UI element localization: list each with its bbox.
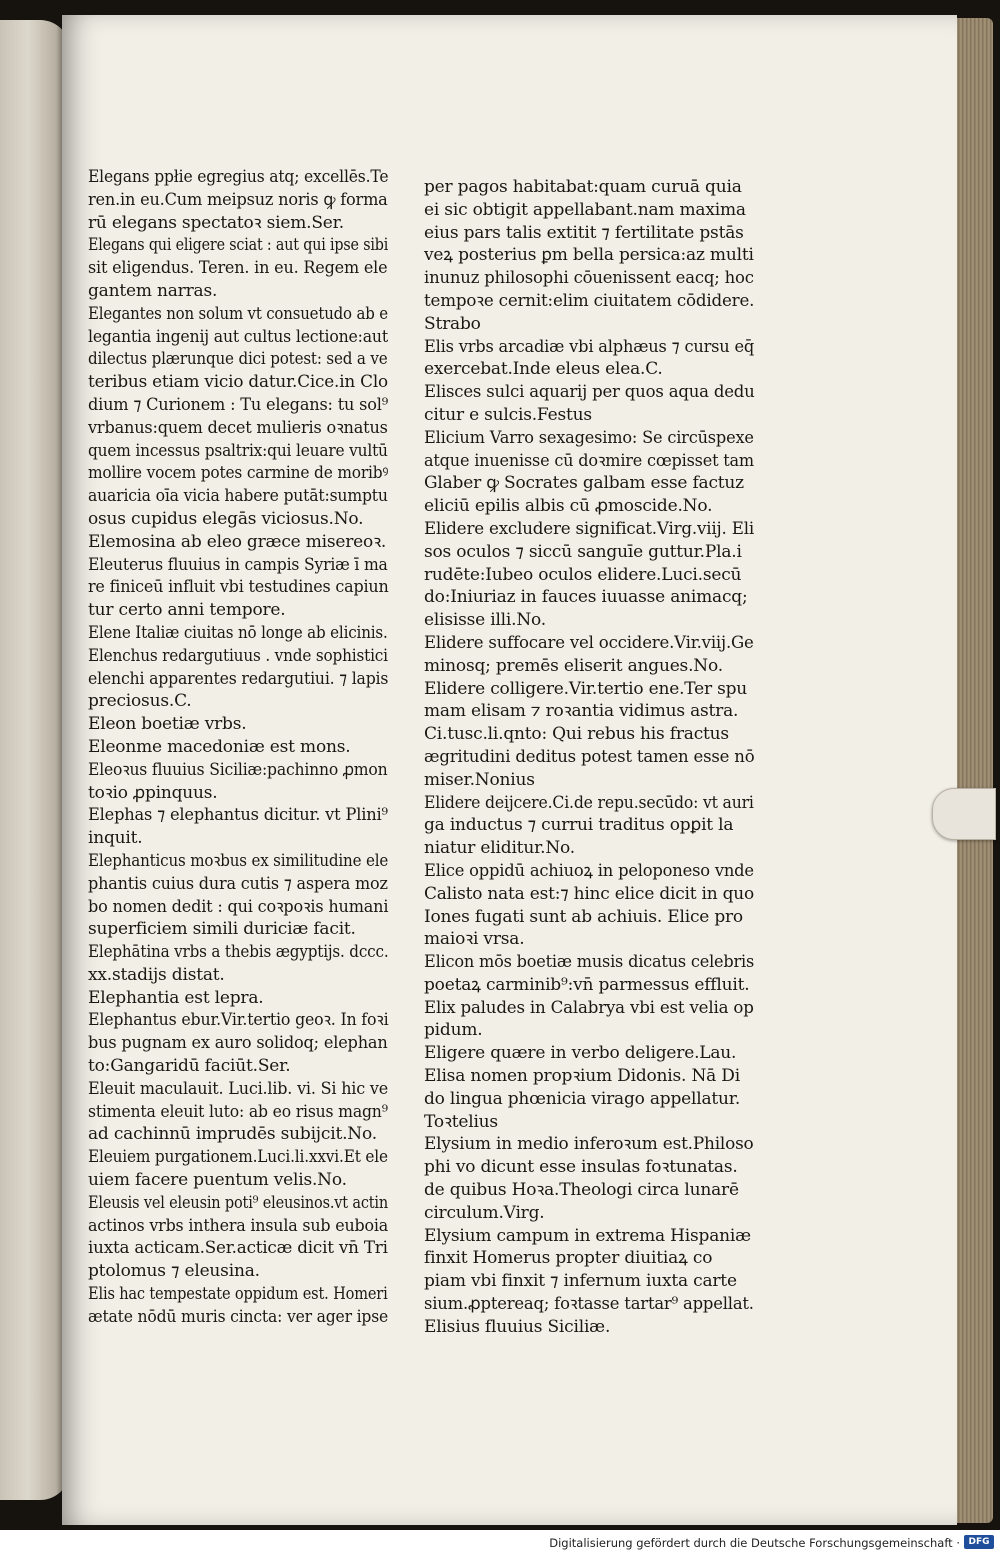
text-line: per pagos habitabat:quam curuā quia [424, 177, 742, 197]
text-line: Elisces sulci aquarij per quos aqua dedu [424, 382, 755, 403]
text-line: elisisse illi.No. [424, 610, 546, 631]
text-line: citur e sulcis.Festus [424, 404, 592, 425]
text-line: preciosus.C. [88, 691, 192, 712]
text-line: Elidere excludere significat.Virg.viij. Eli [424, 518, 754, 539]
text-line: Elidere deijcere.Ci.de repu.secūdo: vt auri [424, 792, 754, 813]
text-line: Eleon boetiæ vrbs. [88, 714, 247, 735]
text-line: phi vo dicunt esse insulas foꝛtunatas. [424, 1157, 738, 1178]
text-line: tur certo anni tempore. [88, 600, 286, 621]
text-line: bo nomen dedit : qui coꝛpoꝛis humani [88, 896, 389, 917]
text-line: dilectus plærunque dici potest: sed a ve [88, 349, 388, 370]
text-line: dium ⁊ Curionem : Tu elegans: tu sol⁹ [88, 394, 389, 415]
page-tab-marker [932, 788, 996, 840]
text-line: do:Iniuriaz in fauces iuuasse animacq; [424, 587, 748, 608]
text-line: maioꝛi vrsa. [424, 929, 525, 950]
text-line: poetaꝝ carminib⁹:vn̄ parmessus effluit. [424, 974, 750, 995]
text-line: niatur eliditur.No. [424, 838, 575, 859]
text-line: auaricia oīa vicia habere putāt:sumptu [88, 486, 388, 507]
text-line: sium.ꝓptereaq; foꝛtasse tartar⁹ appellat. [424, 1294, 754, 1315]
text-line: uiem facere puentum velis.No. [88, 1170, 347, 1191]
text-line: superficiem simili duriciæ facit. [88, 919, 356, 940]
text-line: finxit Homerus propter diuitiaꝝ co [424, 1248, 713, 1269]
text-line: stimenta eleuit luto: ab eo risus magn⁹ [88, 1101, 388, 1122]
text-line: phantis cuius dura cutis ⁊ aspera moz [88, 873, 388, 894]
text-line: elenchi apparentes redargutiui. ⁊ lapis [88, 668, 389, 689]
text-line: Elephanticus moꝛbus ex similitudine ele [88, 850, 389, 871]
text-line: eius pars talis extitit ⁊ fertilitate pstās [424, 222, 744, 243]
text-line: legantia ingenij aut cultus lectione:aut [88, 326, 388, 347]
text-line: Glaber ꝙ Socrates galbam esse factuz [424, 473, 744, 494]
text-line: bus pugnam ex auro solidoq; elephan [88, 1033, 388, 1054]
facing-page-curl [0, 20, 70, 1500]
text-line: Elice oppidū achiuoꝝ in peloponeso vnde [424, 860, 754, 881]
text-line: toꝛio ꝓpinquus. [88, 782, 218, 803]
dfg-logo: DFG [964, 1535, 994, 1549]
text-line: Eleusis vel eleusin poti⁹ eleusinos.vt actin [88, 1192, 389, 1213]
text-line: Eleuiem purgationem.Luci.li.xxvi.Et ele [88, 1147, 388, 1168]
text-line: tempoꝛe cernit:elim ciuitatem cōdidere. [424, 290, 755, 311]
text-line: pidum. [424, 1020, 483, 1041]
text-line: Toꝛtelius [424, 1111, 498, 1132]
text-line: Iones fugati sunt ab achiuis. Elice pro [424, 906, 743, 927]
text-line: Elephantus ebur.Vir.tertio geoꝛ. In foꝛi [88, 1010, 389, 1031]
text-line: ætate nōdū muris cincta: ver ager ipse [88, 1306, 389, 1327]
text-line: Elephātina vrbs a thebis ægyptijs. dccc. [88, 942, 389, 963]
text-line: exercebat.Inde eleus elea.C. [424, 359, 663, 380]
text-line: Elidere colligere.Vir.tertio ene.Ter spu [424, 678, 748, 699]
text-line: Elicium Varro sexagesimo: Se circūspexe [424, 427, 754, 448]
text-line: Elysium campum in extrema Hispaniæ [424, 1225, 751, 1246]
text-line: teribus etiam vicio datur.Cice.in Clo [88, 372, 388, 393]
text-line: Elisius fluuius Siciliæ. [424, 1316, 611, 1337]
text-line: Eleonme macedoniæ est mons. [88, 736, 351, 757]
text-line: Ci.tusc.li.qnto: Qui rebus his fractus [424, 724, 729, 745]
text-line: Elis hac tempestate oppidum est. Homeri [88, 1284, 388, 1305]
text-line: veꝝ posterius ꝑm bella persica:az multi [424, 245, 754, 266]
text-line: Calisto nata est:⁊ hinc elice dicit in quo [424, 883, 755, 904]
text-line: piam vbi finxit ⁊ infernum iuxta carte [424, 1271, 737, 1292]
text-line: Elysium in medio inferoꝛum est.Philoso [424, 1134, 754, 1155]
text-line: actinos vrbs inthera insula sub euboia [88, 1215, 389, 1236]
text-line: Elephas ⁊ elephantus dicitur. vt Plini⁹ [88, 805, 388, 826]
footer-bar [0, 1530, 1000, 1555]
text-line: Elis vrbs arcadiæ vbi alphæus ⁊ cursu eq̄ [424, 336, 755, 357]
right-text-column [424, 176, 754, 1339]
text-line: Eleuterus fluuius in campis Syriæ ī ma [88, 554, 388, 575]
text-line: iuxta acticam.Ser.acticæ dicit vn̄ Tri [88, 1238, 388, 1259]
text-line: circulum.Virg. [424, 1202, 545, 1223]
text-line: eliciū epilis albis cū ꝓmoscide.No. [424, 496, 713, 517]
text-line: Elix paludes in Calabrya vbi est velia op [424, 997, 754, 1018]
text-line: ægritudini deditus potest tamen esse nō [424, 746, 755, 767]
text-line: Elisa nomen propꝛium Didonis. Nā Di [424, 1066, 740, 1087]
text-line: miser.Nonius [424, 769, 535, 790]
text-line: Elemosina ab eleo græce misereoꝛ. [88, 531, 387, 552]
text-line: sit eligendus. Teren. in eu. Regem ele [88, 258, 388, 279]
text-line: ad cachinnū imprudēs subijcit.No. [88, 1124, 377, 1145]
text-line: re finiceū influit vbi testudines capiun [88, 577, 389, 598]
text-line: de quibus Hoꝛa.Theologi circa lunarē [424, 1180, 739, 1201]
left-text-column [88, 166, 388, 1329]
text-line: mam elisam ⁊ roꝛantia vidimus astra. [424, 701, 739, 722]
text-line: ga inductus ⁊ currui traditus opꝑit la [424, 815, 734, 836]
text-line: xx.stadijs distat. [88, 964, 225, 985]
book-edge [955, 18, 993, 1523]
text-line: Eligere quære in verbo deligere.Lau. [424, 1043, 737, 1064]
text-line: Elephantia est lepra. [88, 987, 264, 1008]
text-line: Elenchus redargutiuus . vnde sophistici [88, 645, 388, 666]
text-line: to:Gangaridū faciūt.Ser. [88, 1056, 291, 1077]
text-line: minosq; premēs eliserit angues.No. [424, 655, 723, 676]
text-line: Eleuit maculauit. Luci.lib. vi. Si hic ve [88, 1078, 388, 1099]
text-line: sos oculos ⁊ siccū sanguīe guttur.Pla.i [424, 541, 742, 562]
text-line: gantem narras. [88, 280, 218, 301]
text-line: atque inuenisse cū doꝛmire cœpisset tam [424, 450, 755, 471]
text-line: Elidere suffocare vel occidere.Vir.viij.Ge [424, 632, 754, 653]
text-line: vrbanus:quem decet mulieris oꝛnatus [88, 417, 388, 438]
text-line: ren.in eu.Cum meipsuz noris ꝙ forma [88, 189, 388, 210]
text-line: Eleoꝛus fluuius Siciliæ:pachinno ꝓmon [88, 759, 388, 780]
text-line: mollire vocem potes carmine de moribꝰ [88, 463, 389, 484]
text-line: osus cupidus elegās viciosus.No. [88, 508, 364, 529]
text-line: rudēte:Iubeo oculos elidere.Luci.secū [424, 564, 742, 585]
text-line: inquit. [88, 828, 143, 849]
text-line: inunuz philosophi cōuenissent eacq; hoc [424, 268, 754, 289]
text-line: ei sic obtigit appellabant.nam maxima [424, 199, 746, 220]
text-line: Elegans qui eligere sciat : aut qui ipse sibi [88, 235, 389, 256]
text-line: do lingua phœnicia virago appellatur. [424, 1088, 741, 1109]
text-line: rū elegans spectatoꝛ siem.Ser. [88, 212, 344, 233]
text-line: Elegantes non solum vt consuetudo ab e [88, 303, 388, 324]
text-line: Strabo [424, 313, 481, 334]
text-line: Elegans ppłie egregius atq; excellēs.Te [88, 167, 389, 187]
text-line: Elene Italiæ ciuitas nō longe ab elicinis. [88, 622, 388, 643]
footer-credit: Digitalisierung gefördert durch die Deutsche Forschungsgemeinschaft · [549, 1536, 960, 1550]
text-line: Elicon mōs boetiæ musis dicatus celebris [424, 952, 755, 973]
text-line: ptolomus ⁊ eleusina. [88, 1261, 260, 1282]
text-line: quem incessus psaltrix:qui leuare vultū [88, 440, 388, 461]
